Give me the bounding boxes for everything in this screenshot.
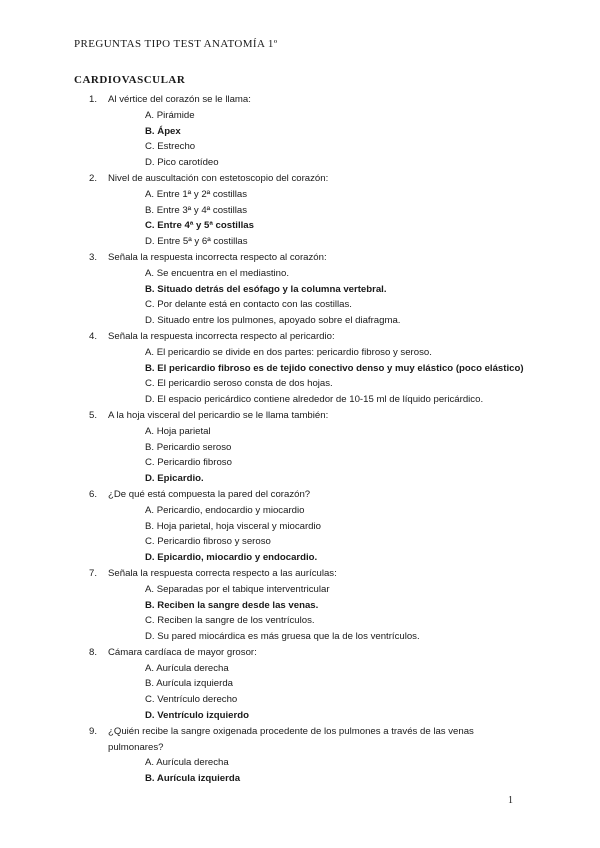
answer-options — [0, 187, 600, 250]
answer-options — [0, 582, 600, 645]
answer-option: A. Se encuentra en el mediastino. — [145, 267, 289, 279]
answer-options — [0, 345, 600, 408]
page-number: 1 — [508, 795, 513, 806]
answer-option: A. Pericardio, endocardio y miocardio — [145, 504, 305, 516]
answer-option: C. Pericardio fibroso y seroso — [145, 536, 271, 548]
answer-option-correct: C. Entre 4ª y 5ª costillas — [145, 220, 254, 232]
question-text: ¿De qué está compuesta la pared del corazón? — [108, 488, 311, 500]
question-text: Señala la respuesta correcta respecto a las aurículas: — [108, 567, 337, 579]
question-list — [0, 92, 600, 787]
answer-option: C. El pericardio seroso consta de dos hojas. — [145, 378, 333, 390]
answer-option-correct: D. Ventrículo izquierdo — [145, 710, 249, 722]
question-number: 9. — [89, 725, 98, 737]
answer-options — [0, 266, 600, 329]
question — [0, 487, 600, 566]
question-text: Cámara cardíaca de mayor grosor: — [108, 646, 257, 658]
question-number: 8. — [89, 646, 98, 658]
answer-option: A. Hoja parietal — [145, 425, 211, 437]
question-number: 5. — [89, 409, 98, 421]
question — [0, 566, 600, 645]
answer-option: C. Estrecho — [145, 141, 196, 153]
answer-option: D. Pico carotídeo — [145, 157, 219, 169]
answer-option: A. Aurícula derecha — [145, 662, 229, 674]
answer-option-correct: B. Reciben la sangre desde las venas. — [145, 599, 319, 611]
question — [0, 645, 600, 724]
question-number: 4. — [89, 330, 98, 342]
question-number: 7. — [89, 567, 98, 579]
question — [0, 724, 600, 787]
question-text: Señala la respuesta incorrecta respecto al corazón: — [108, 251, 327, 263]
answer-option-correct: D. Epicardio. — [145, 473, 204, 485]
answer-options — [0, 424, 600, 487]
answer-option: A. Aurícula derecha — [145, 757, 229, 769]
question-number: 6. — [89, 488, 98, 500]
answer-option: C. Por delante está en contacto con las costillas. — [145, 299, 352, 311]
answer-options — [0, 661, 600, 724]
page-header: PREGUNTAS TIPO TEST ANATOMÍA 1º — [74, 38, 278, 50]
question-text: ¿Quién recibe la sangre oxigenada procedente de los pulmones a través de las venas pulmonares? — [108, 725, 474, 753]
answer-option: A. Pirámide — [145, 109, 195, 121]
answer-option: D. El espacio pericárdico contiene alrededor de 10-15 ml de líquido pericárdico. — [145, 394, 484, 406]
question — [0, 92, 600, 171]
question-text: Al vértice del corazón se le llama: — [108, 94, 251, 105]
question — [0, 408, 600, 487]
answer-options — [0, 503, 600, 566]
answer-option: B. Entre 3ª y 4ª costillas — [145, 204, 248, 216]
section-title: CARDIOVASCULAR — [74, 74, 186, 86]
answer-option-correct: B. Situado detrás del esófago y la columna vertebral. — [145, 283, 387, 295]
answer-option: B. Aurícula izquierda — [145, 678, 233, 690]
answer-option: A. Separadas por el tabique interventricular — [145, 583, 330, 595]
answer-option: B. Pericardio seroso — [145, 441, 232, 453]
question-number: 2. — [89, 172, 98, 184]
answer-options — [0, 108, 600, 171]
answer-option: C. Reciben la sangre de los ventrículos. — [145, 615, 315, 627]
question-text: A la hoja visceral del pericardio se le llama también: — [108, 409, 329, 421]
answer-option-correct: B. Ápex — [145, 125, 181, 137]
answer-option: D. Su pared miocárdica es más gruesa que la de los ventrículos. — [145, 631, 420, 643]
answer-option: D. Situado entre los pulmones, apoyado sobre el diafragma. — [145, 315, 401, 327]
answer-option: C. Pericardio fibroso — [145, 457, 232, 469]
answer-option-correct: D. Epicardio, miocardio y endocardio. — [145, 552, 318, 564]
question-number: 1. — [89, 94, 98, 105]
question — [0, 250, 600, 329]
answer-option-correct: B. El pericardio fibroso es de tejido conectivo denso y muy elástico (poco elástico) — [145, 362, 524, 374]
question — [0, 329, 600, 408]
answer-option: D. Entre 5ª y 6ª costillas — [145, 236, 248, 248]
question-number: 3. — [89, 251, 98, 263]
question-text: Nivel de auscultación con estetoscopio del corazón: — [108, 172, 329, 184]
answer-option: A. El pericardio se divide en dos partes: pericardio fibroso y seroso. — [145, 346, 432, 358]
answer-options — [0, 755, 600, 787]
answer-option: B. Hoja parietal, hoja visceral y miocardio — [145, 520, 321, 532]
answer-option-correct: B. Aurícula izquierda — [145, 773, 241, 785]
question-text: Señala la respuesta incorrecta respecto al pericardio: — [108, 330, 335, 342]
answer-option: C. Ventrículo derecho — [145, 694, 238, 706]
question — [0, 171, 600, 250]
answer-option: A. Entre 1ª y 2ª costillas — [145, 188, 248, 200]
